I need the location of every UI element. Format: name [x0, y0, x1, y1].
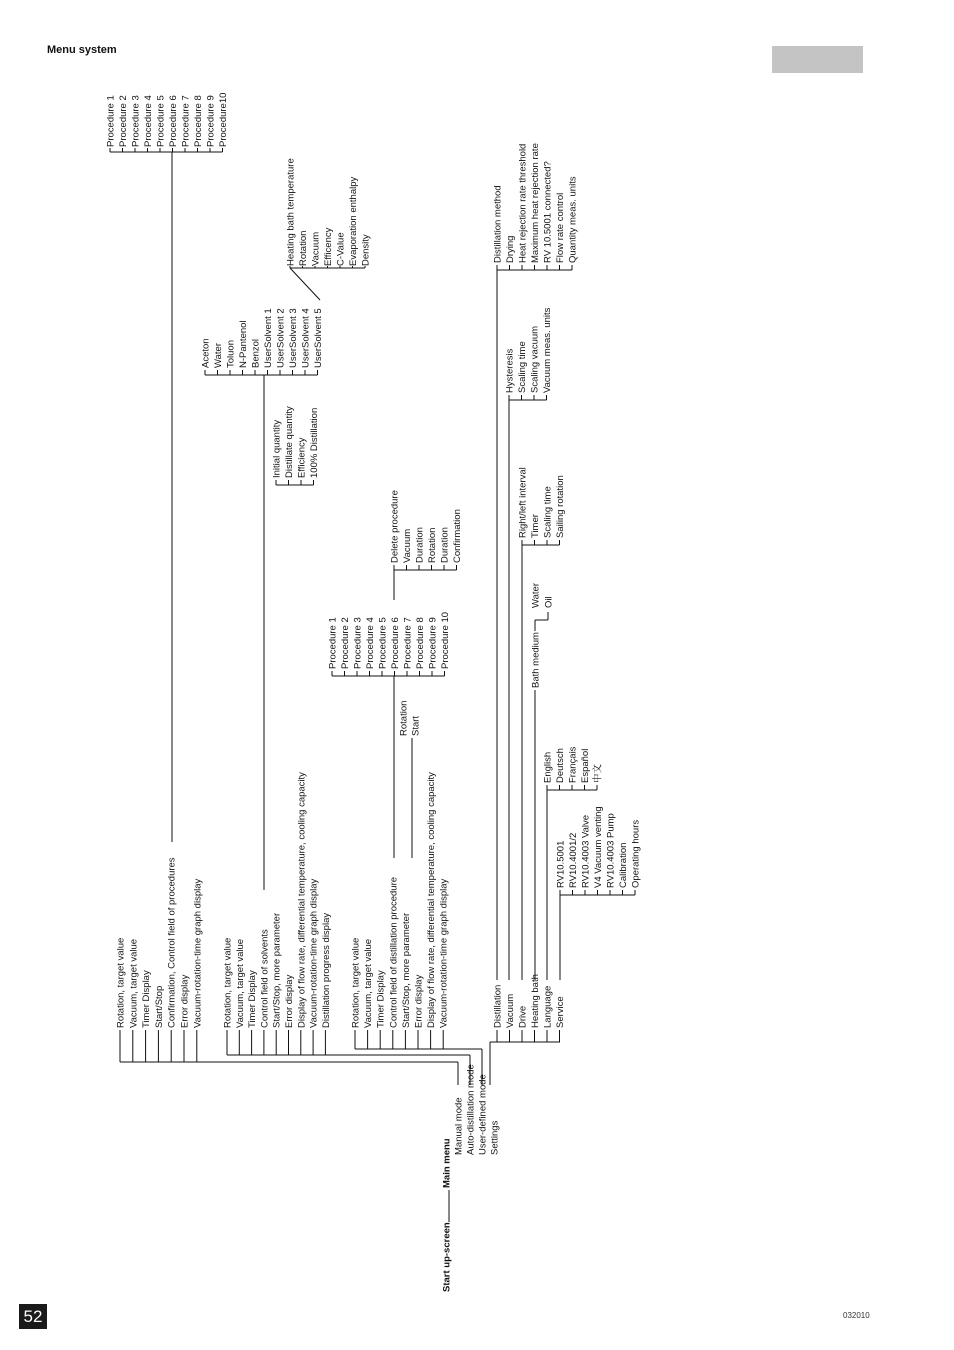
user-item: Control field of distillation procedure [388, 876, 400, 1028]
procedure-param-item: Rotation [427, 527, 438, 563]
solvent-item: Benzol [250, 338, 262, 368]
solvent-param: Density [360, 234, 372, 266]
drive-setting: Scaling time [542, 486, 554, 538]
solvent-param: C-Value [335, 232, 347, 266]
service-item: V4 Vacuum venting [593, 806, 604, 888]
drive-setting: Right/left interval [517, 467, 529, 538]
settings-item: Language [542, 985, 554, 1028]
auto-item: Distillation progress display [320, 912, 332, 1028]
drive-setting: Timer [530, 514, 541, 538]
user-procedure-item: Procedure 9 [427, 617, 439, 669]
manual-item: Confirmation, Control field of procedures [166, 857, 178, 1028]
user-procedure-item: Procedure 5 [377, 617, 389, 669]
tree-connectors [110, 148, 635, 1222]
manual-procedure-item: Procedure 8 [193, 95, 204, 147]
solvent-param: Rotation [298, 230, 309, 266]
user-item: Vacuum, target value [363, 938, 375, 1028]
user-item: Rotation, target value [350, 937, 362, 1028]
distillation-setting: Drying [505, 235, 516, 263]
solvent-item: UserSolvent 5 [313, 308, 324, 368]
solvent-item: UserSolvent 2 [275, 308, 287, 368]
solvent-param: Efficency [323, 227, 334, 266]
user-procedure-item: Procedure 8 [415, 617, 426, 669]
bath-option: Water [530, 583, 542, 608]
manual-item: Vacuum-rotation-time graph display [192, 878, 204, 1028]
auto-item: Control field of solvents [259, 929, 271, 1028]
auto-solvent-param: Distillate quantity [284, 406, 295, 478]
vacuum-setting: Hysteresis [504, 348, 516, 393]
manual-procedure-item: Procedure 5 [155, 95, 167, 147]
manual-procedure-item: Procedure10 [218, 92, 229, 147]
drive-setting: Sailing rotation [555, 475, 566, 538]
service-item: RV10.4003 Pump [605, 813, 617, 888]
auto-distillation-mode-label: Auto-distillation mode [465, 1064, 477, 1155]
page-number: 52 [19, 1304, 47, 1329]
solvent-item: UserSolvent 1 [263, 308, 274, 368]
service-item: Operating hours [630, 819, 642, 888]
user-item: Vacuum-rotation-time graph display [438, 878, 450, 1028]
manual-procedure-item: Procedure 1 [105, 95, 117, 147]
manual-procedure-item: Procedure 9 [205, 95, 217, 147]
bath-option: Oil [543, 596, 555, 608]
user-defined-mode-label: User-defined mode [477, 1074, 489, 1155]
manual-item: Error display [179, 974, 191, 1028]
auto-item: Start/Stop, more parameter [271, 912, 283, 1028]
auto-item: Vacuum, target value [234, 938, 246, 1028]
auto-solvent-param: Efficiency [296, 437, 308, 478]
vacuum-setting: Scaling time [517, 341, 528, 393]
language-item: Français [567, 746, 579, 783]
solvent-item: UserSolvent 4 [300, 308, 312, 368]
distillation-setting: Flow rate control [555, 192, 566, 263]
user-procedure-item: Procedure 1 [327, 617, 339, 669]
solvent-item: UserSolvent 3 [288, 308, 299, 368]
auto-solvent-param: Initial quantity [271, 419, 283, 478]
language-item: 中文 [592, 763, 604, 783]
user-procedure-item: Procedure 2 [340, 617, 351, 669]
settings-item: Vacuum [505, 993, 516, 1028]
distillation-setting: RV 10.5001 connected? [542, 161, 554, 263]
document-code: 032010 [843, 1311, 870, 1320]
user-procedure-item: Procedure 7 [402, 617, 414, 669]
manual-item: Vacuum, target value [128, 938, 140, 1028]
auto-item: Timer Display [247, 970, 259, 1028]
solvent-param: Evaporation enthalpy [348, 176, 359, 266]
distillation-setting: Quantity meas. units [567, 176, 579, 263]
user-item: Start/Stop, more parameter [400, 912, 412, 1028]
procedure-param-item: Confirmation [452, 509, 463, 563]
manual-procedure-item: Procedure 3 [130, 95, 142, 147]
solvent-item: Toluon [225, 340, 237, 368]
auto-item: Vacuum-rotation-time graph display [308, 878, 320, 1028]
solvent-item: Aceton [200, 338, 212, 368]
settings-item: Service [555, 996, 566, 1028]
service-item: RV10.4003 Valve [580, 814, 592, 888]
distillation-setting: Maximum heat rejection rate [530, 143, 541, 263]
settings-item: Drive [517, 1005, 529, 1028]
solvent-item: Water [213, 343, 224, 368]
auto-item: Rotation, target value [222, 937, 234, 1028]
vacuum-setting: Scaling vacuum [529, 325, 541, 393]
settings-label: Settings [489, 1120, 501, 1155]
manual-item: Timer Display [141, 970, 153, 1028]
settings-item: Heating bath [530, 974, 541, 1028]
procedure-param-item: Duration [414, 527, 426, 563]
procedure-param-item: Delete procedure [389, 490, 401, 563]
user-start-param: Start [410, 715, 422, 736]
manual-procedure-item: Procedure 7 [180, 95, 192, 147]
user-item: Error display [413, 974, 425, 1028]
user-start-param: Rotation [398, 700, 410, 736]
distillation-setting: Distillation method [492, 185, 504, 263]
manual-item: Rotation, target value [115, 937, 127, 1028]
page-header: Menu system [47, 44, 117, 56]
manual-procedure-item: Procedure 2 [118, 95, 129, 147]
language-item: Deutsch [555, 748, 566, 783]
manual-item: Start/Stop [153, 985, 165, 1028]
solvent-param: Vacuum [310, 231, 322, 266]
usersolvent-link [290, 268, 320, 300]
auto-solvent-param: 100% Distillation [309, 407, 320, 478]
procedure-param-item: Vacuum [402, 528, 413, 563]
user-procedure-item: Procedure 4 [365, 617, 376, 669]
bath-medium-label: Bath medium [530, 632, 542, 688]
user-procedure-item: Procedure 6 [390, 617, 401, 669]
manual-mode-label: Manual mode [453, 1097, 465, 1155]
auto-item: Error display [284, 974, 295, 1028]
service-item: RV10.5001 [555, 840, 567, 888]
settings-item: Distillation [492, 984, 504, 1028]
language-item: English [542, 751, 554, 783]
user-item: Timer Display [375, 970, 387, 1028]
user-procedure-item: Procedure 3 [352, 617, 364, 669]
solvent-param: Heating bath temperature [285, 158, 297, 266]
service-item: Calibration [618, 842, 629, 888]
start-up-screen-label: Start up-screen [441, 1222, 453, 1292]
manual-procedure-item: Procedure 6 [168, 95, 179, 147]
procedure-param-item: Duration [439, 527, 451, 563]
manual-procedure-item: Procedure 4 [143, 95, 154, 147]
solvent-item: N-Pantenol [238, 320, 249, 368]
service-item: RV10.4001/2 [568, 832, 579, 888]
main-menu-label: Main menu [441, 1138, 453, 1188]
user-procedure-item: Procedure 10 [440, 611, 451, 669]
language-item: Español [580, 748, 591, 783]
tree-labels [106, 93, 642, 1292]
auto-item: Display of flow rate, differential temperature, cooling capacity [296, 772, 308, 1028]
distillation-setting: Heat rejection rate threshold [517, 143, 529, 263]
vacuum-setting: Vacuum meas. units [542, 307, 553, 393]
user-item: Display of flow rate, differential temperature, cooling capacity [426, 772, 438, 1028]
